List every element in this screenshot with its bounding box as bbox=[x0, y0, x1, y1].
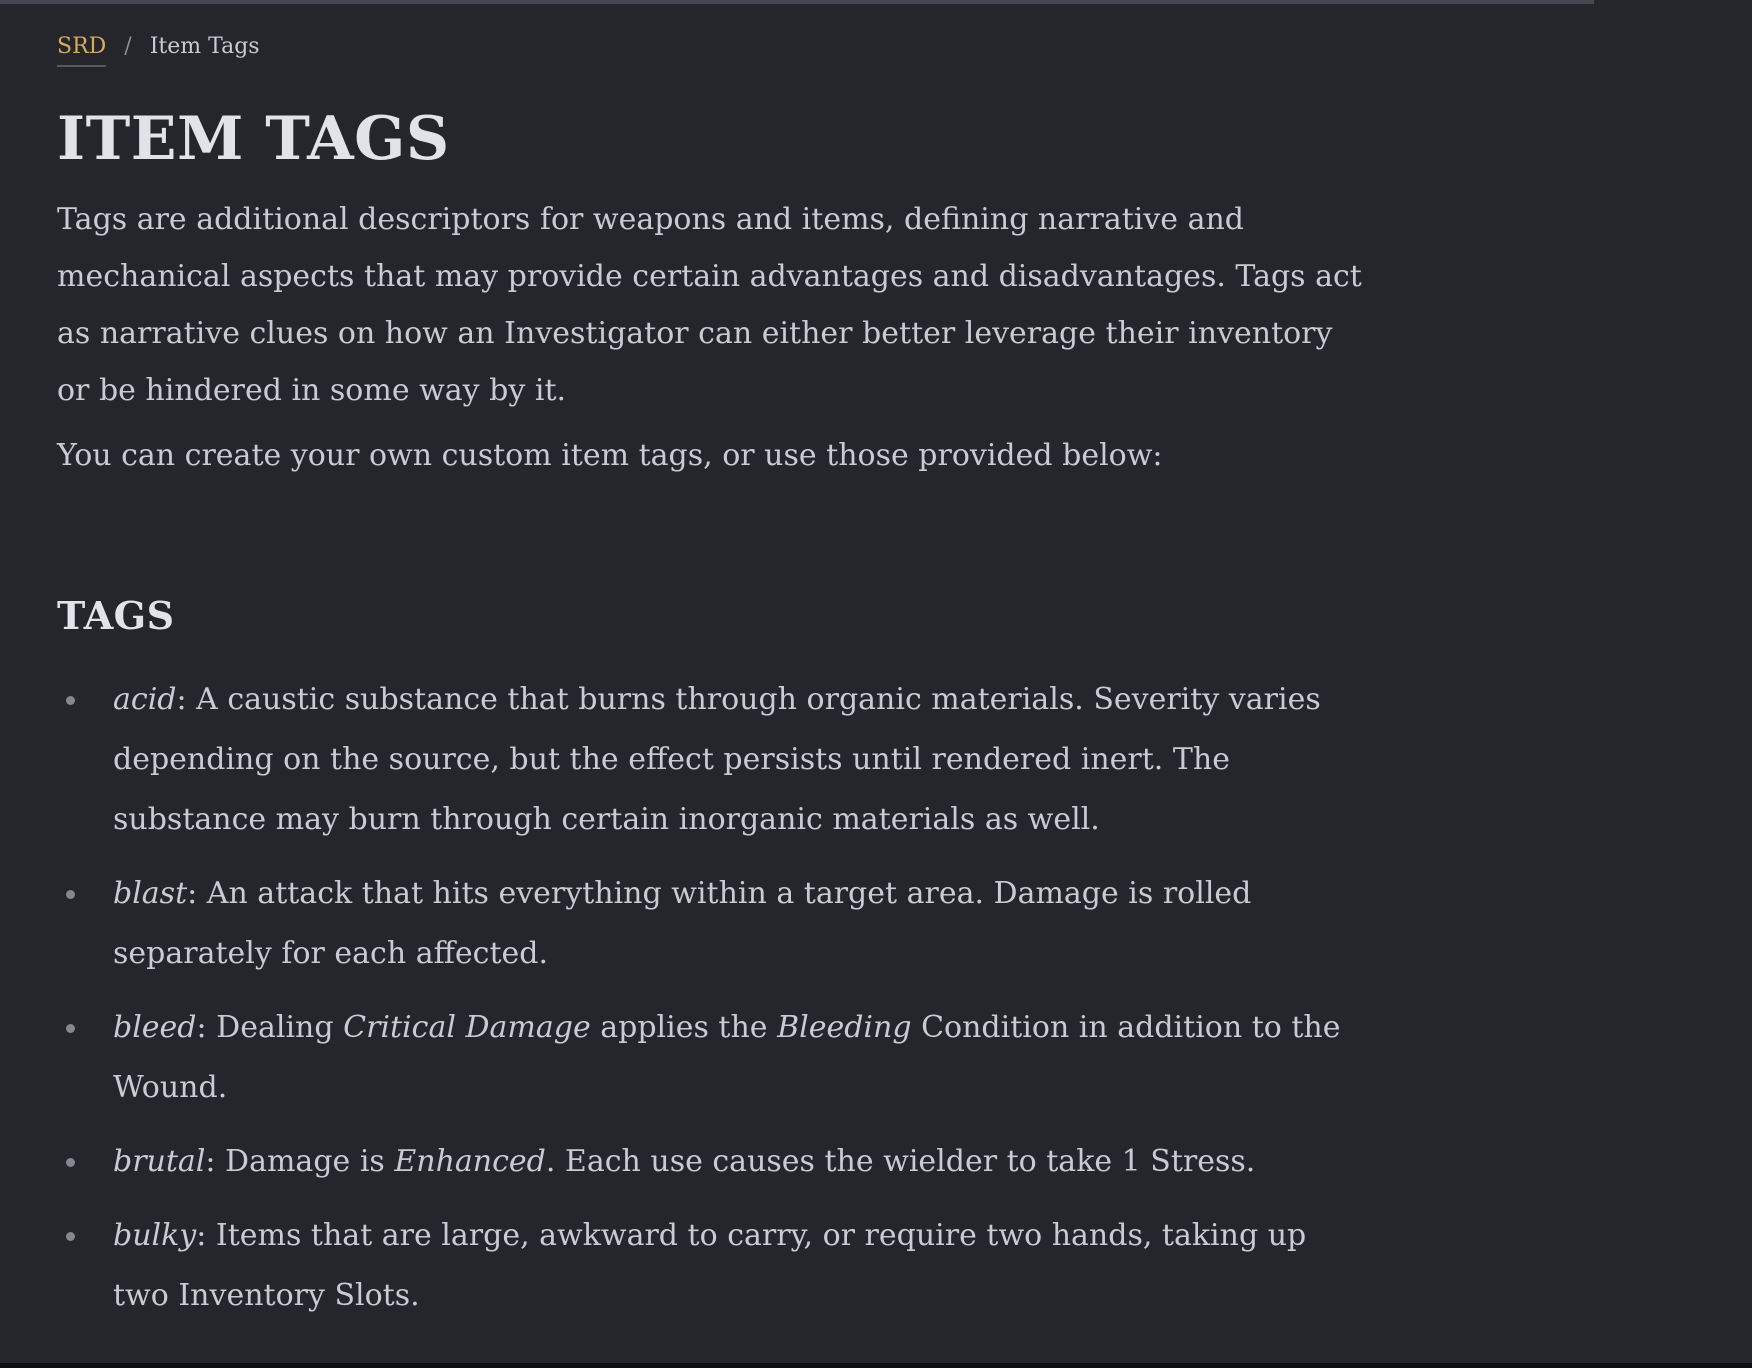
intro-paragraph-1: Tags are additional descriptors for weapons and items, defining narrative and mechanical aspects that may provide certain advantages and disadvantages. Tags act as narrative clues on how an Investigator can either better leverage their inventory or be hindered in some way by it. bbox=[57, 202, 1362, 408]
bottom-edge-strip bbox=[0, 1363, 1752, 1368]
tag-list-item bbox=[57, 670, 1367, 850]
bullet-icon bbox=[66, 696, 75, 705]
tag-text: acid: A caustic substance that burns through organic materials. Severity varies depending on the source, but the effect persists until rendered inert. The substance may burn through certain inorganic materials as well. bbox=[113, 682, 1321, 837]
tag-list-item bbox=[57, 1206, 1367, 1326]
breadcrumb-current: Item Tags bbox=[149, 34, 260, 59]
breadcrumb-separator: / bbox=[124, 34, 132, 59]
tag-list-item bbox=[57, 998, 1367, 1118]
tags-list bbox=[57, 670, 1367, 1326]
page-title: ITEM TAGS bbox=[57, 104, 450, 174]
breadcrumb bbox=[57, 33, 1367, 67]
bullet-icon bbox=[66, 1024, 75, 1033]
section-heading-tags: TAGS bbox=[57, 593, 175, 638]
tag-list-item bbox=[57, 1132, 1367, 1192]
tag-text: bleed: Dealing Critical Damage applies the Bleeding Condition in addition to the Wound. bbox=[113, 1010, 1341, 1105]
tag-text: blast: An attack that hits everything within a target area. Damage is rolled separately for each affected. bbox=[113, 876, 1252, 971]
scroll-progress-bar bbox=[0, 0, 1594, 4]
bullet-icon bbox=[66, 890, 75, 899]
bullet-icon bbox=[66, 1158, 75, 1167]
tag-text: bulky: Items that are large, awkward to carry, or require two hands, taking up two Inventory Slots. bbox=[113, 1218, 1307, 1313]
breadcrumb-link-srd[interactable]: SRD bbox=[57, 33, 106, 67]
intro-section bbox=[57, 191, 1367, 484]
tag-list-item bbox=[57, 864, 1367, 984]
intro-paragraph-2: You can create your own custom item tags, or use those provided below: bbox=[57, 438, 1163, 473]
tag-text: brutal: Damage is Enhanced. Each use causes the wielder to take 1 Stress. bbox=[113, 1144, 1256, 1179]
bullet-icon bbox=[66, 1232, 75, 1241]
